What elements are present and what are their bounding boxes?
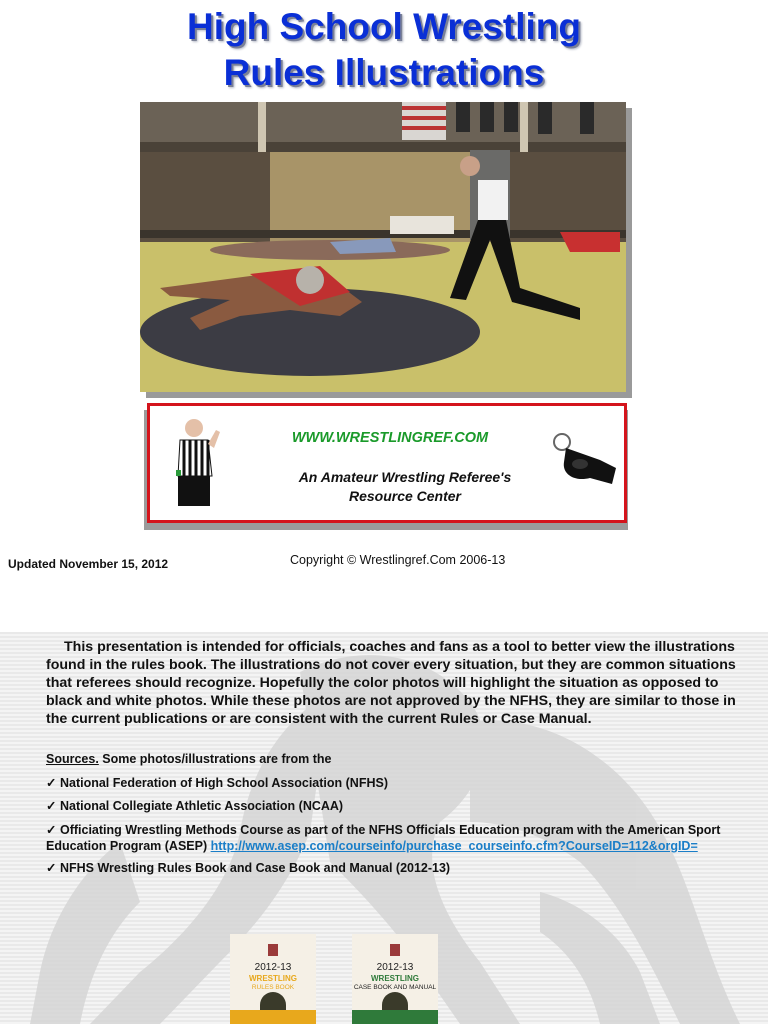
book-name: WRESTLING	[249, 974, 297, 983]
nfhs-crest-icon	[390, 944, 400, 956]
rules-book-cover	[230, 934, 316, 1024]
source-item-label: Officiating Wrestling Methods Course as part of the NFHS Officials Education program with the American Sport Education Program (ASEP)	[46, 823, 721, 853]
updated-date: Updated November 15, 2012	[8, 557, 169, 571]
check-icon: ✓	[46, 823, 57, 837]
check-icon: ✓	[46, 776, 57, 790]
book-subtitle: RULES BOOK	[251, 984, 295, 991]
whistle-icon	[550, 428, 620, 488]
wrestling-match-photo	[140, 102, 626, 392]
source-item-rules-book	[46, 860, 746, 876]
source-item-label: National Federation of High School Association (NFHS)	[59, 776, 388, 790]
book-subtitle: CASE BOOK AND MANUAL	[353, 984, 437, 991]
book-year: 2012-13	[376, 962, 414, 973]
sources-label: Sources.	[46, 752, 99, 766]
source-item-label: NFHS Wrestling Rules Book and Case Book and Manual (2012-13)	[59, 861, 451, 875]
copyright-notice: Copyright © Wrestlingref.Com 2006-13	[290, 553, 506, 567]
case-book-cover	[352, 934, 438, 1024]
intro-paragraph: This presentation is intended for officials, coaches and fans as a tool to better view the illustrations found in the rules book. The illustrations do not cover every situation, but they are common situations that referees should recognize. Hopefully the color photos will highlight the situation as opposed to black and white photos. While these photos are not approved by the NFHS, they are similar to those in the current publications or are consistent with the current Rules or Case Manual.	[46, 639, 736, 727]
sources-text: Some photos/illustrations are from the	[98, 752, 332, 766]
intro-slide	[0, 632, 768, 1024]
book-year: 2012-13	[254, 962, 292, 973]
title-line-1: High School Wrestling	[187, 6, 581, 47]
banner-url: WWW.WRESTLINGREF.COM	[291, 430, 489, 446]
source-item-label: National Collegiate Athletic Association (NCAA)	[59, 799, 344, 813]
nfhs-crest-icon	[268, 944, 278, 956]
title-line-2: Rules Illustrations	[223, 52, 545, 93]
source-item-asep	[46, 822, 746, 854]
banner-tagline-line-1: An Amateur Wrestling Referee's	[298, 469, 512, 485]
source-item-ncaa	[46, 798, 746, 814]
banner-tagline-line-2: Resource Center	[348, 488, 462, 504]
source-item-nfhs	[46, 775, 746, 791]
check-icon: ✓	[46, 799, 57, 813]
book-footer-band	[352, 1010, 438, 1024]
wrestlingref-banner	[147, 403, 627, 523]
book-footer-band	[230, 1010, 316, 1024]
referee-figure-icon	[172, 416, 222, 511]
book-name: WRESTLING	[371, 974, 419, 983]
check-icon: ✓	[46, 861, 57, 875]
page-title	[0, 4, 768, 96]
banner-tagline	[260, 468, 550, 506]
sources-heading	[46, 752, 332, 766]
asep-course-link[interactable]: http://www.asep.com/courseinfo/purchase_courseinfo.cfm?CourseID=112&orgID=	[210, 839, 698, 853]
